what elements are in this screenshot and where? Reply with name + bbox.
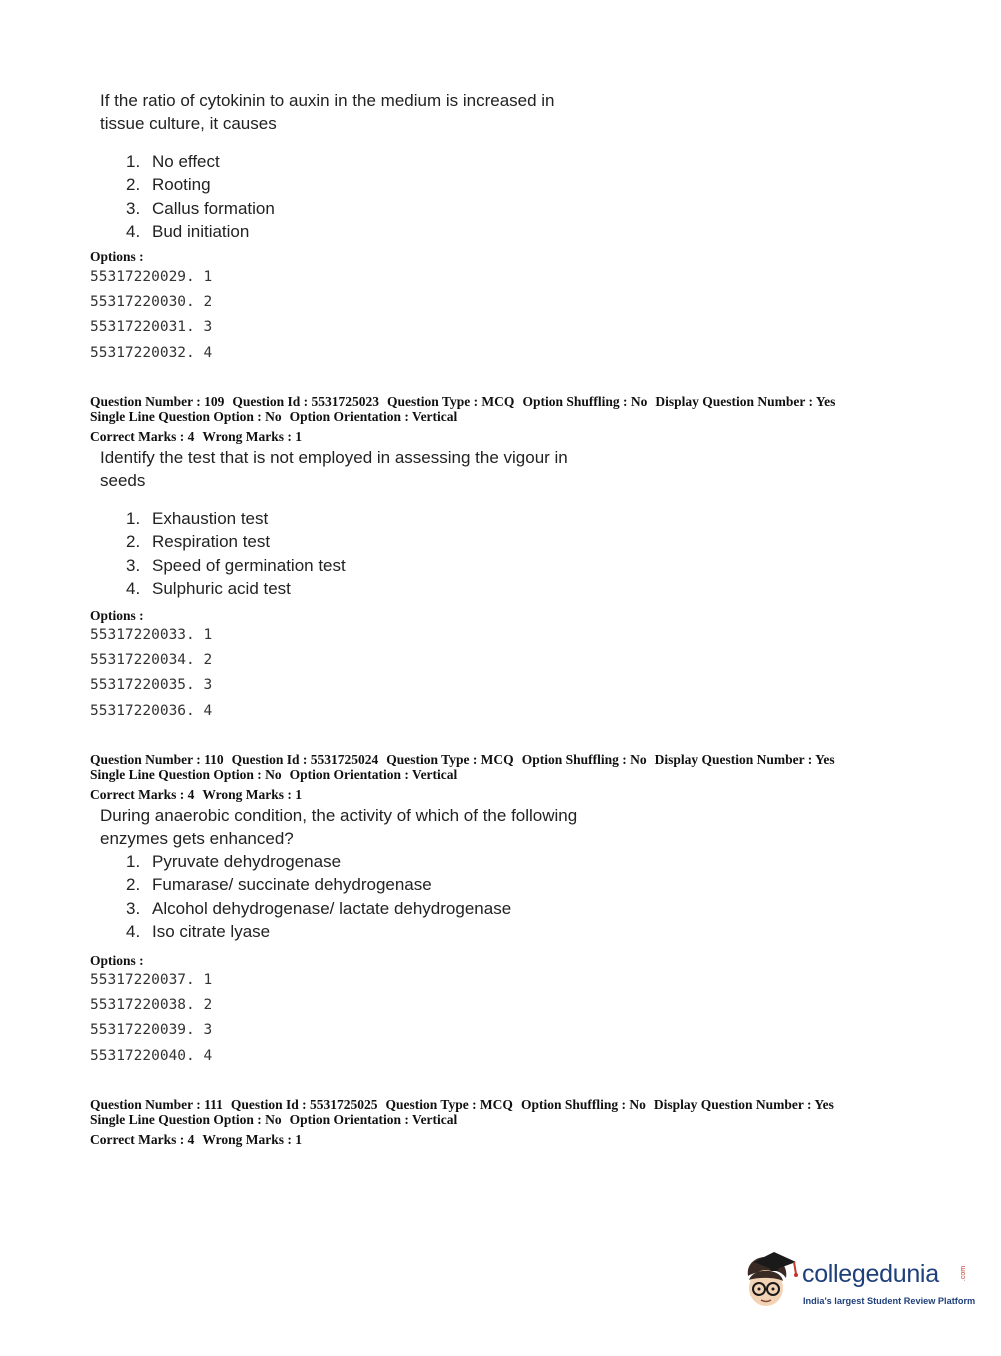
- choice-item: 1. Exhaustion test: [126, 509, 269, 528]
- meta-marks: Correct Marks : 4 Wrong Marks : 1: [90, 1132, 302, 1147]
- question-line: tissue culture, it causes: [100, 114, 277, 133]
- question-meta: [90, 752, 835, 802]
- choice-item: 3. Alcohol dehydrogenase/ lactate dehydrogenase: [126, 898, 512, 918]
- student-mascot-icon: [740, 1250, 800, 1314]
- option-id: 55317220032. 4: [90, 344, 213, 361]
- choice-item: 4. Iso citrate lyase: [126, 921, 271, 941]
- collegedunia-logo: [740, 1250, 976, 1314]
- options-list: [90, 265, 212, 366]
- options-label: Options :: [90, 608, 144, 623]
- options-label: Options :: [90, 953, 144, 968]
- option-id: 55317220037. 1: [90, 972, 213, 988]
- question-line: enzymes gets enhanced?: [100, 829, 294, 848]
- option-id: 55317220029. 1: [90, 269, 213, 285]
- choice-item: 4. Bud initiation: [126, 221, 250, 241]
- options-label: Options :: [90, 249, 144, 264]
- choice-item: 3. Callus formation: [126, 198, 275, 218]
- meta-line-1: Question Number : 110 Question Id : 5531725024 Question Type : MCQ Option Shuffling : No Display Question Number : Yes: [90, 752, 835, 767]
- question-text: [100, 89, 555, 135]
- question-line: seeds: [100, 471, 146, 490]
- option-id: 55317220036. 4: [90, 702, 213, 719]
- question-meta: [90, 1097, 834, 1147]
- brand-domain: .com: [960, 1265, 968, 1282]
- question-text: [100, 804, 577, 850]
- meta-line-2: Single Line Question Option : No Option Orientation : Vertical: [90, 767, 458, 782]
- choice-item: 4. Sulphuric acid test: [126, 578, 291, 598]
- meta-marks: Correct Marks : 4 Wrong Marks : 1: [90, 787, 302, 802]
- options-list: [90, 968, 212, 1069]
- options-list: [90, 623, 212, 724]
- choice-item: 1. No effect: [126, 152, 220, 171]
- brand-name: collegedunia: [802, 1260, 939, 1288]
- meta-line-1: Question Number : 109 Question Id : 5531725023 Question Type : MCQ Option Shuffling : No Display Question Number : Yes: [90, 394, 836, 409]
- option-id: 55317220033. 1: [90, 627, 213, 643]
- meta-marks: Correct Marks : 4 Wrong Marks : 1: [90, 429, 302, 444]
- question-line: During anaerobic condition, the activity of which of the following: [100, 806, 578, 825]
- choice-item: 2. Rooting: [126, 175, 211, 195]
- option-id: 55317220039. 3: [90, 1022, 213, 1039]
- option-id: 55317220038. 2: [90, 997, 213, 1014]
- question-line: Identify the test that is not employed in assessing the vigour in: [100, 448, 568, 467]
- meta-line-1: Question Number : 111 Question Id : 5531725025 Question Type : MCQ Option Shuffling : No Display Question Number : Yes: [90, 1097, 834, 1112]
- choice-list: [126, 507, 346, 600]
- question-line: If the ratio of cytokinin to auxin in the medium is increased in: [100, 91, 555, 110]
- choice-item: 2. Fumarase/ succinate dehydrogenase: [126, 875, 432, 895]
- question-text: [100, 446, 568, 492]
- brand-tagline: India's largest Student Review Platform: [803, 1296, 976, 1306]
- option-id: 55317220035. 3: [90, 677, 213, 694]
- choice-item: 3. Speed of germination test: [126, 555, 346, 575]
- choice-item: 2. Respiration test: [126, 532, 271, 552]
- option-id: 55317220031. 3: [90, 319, 213, 336]
- meta-line-2: Single Line Question Option : No Option Orientation : Vertical: [90, 1112, 458, 1127]
- meta-line-2: Single Line Question Option : No Option Orientation : Vertical: [90, 409, 458, 424]
- option-id: 55317220034. 2: [90, 652, 213, 669]
- choice-item: 1. Pyruvate dehydrogenase: [126, 852, 342, 871]
- question-meta: [90, 394, 835, 444]
- option-id: 55317220040. 4: [90, 1047, 213, 1064]
- choice-list: [126, 850, 511, 943]
- choice-list: [126, 150, 275, 243]
- option-id: 55317220030. 2: [90, 294, 213, 311]
